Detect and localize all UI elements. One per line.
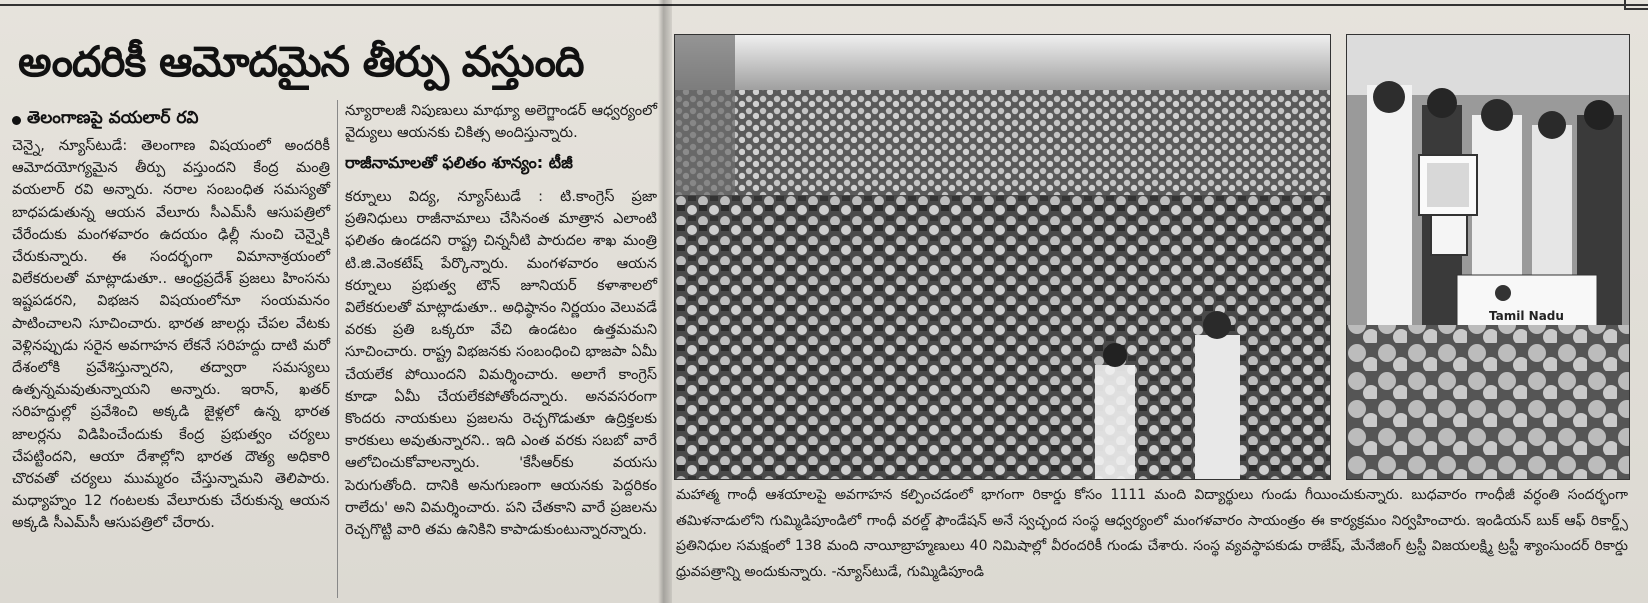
- article-column-1: [12, 135, 330, 535]
- page-fold-shadow: [658, 0, 672, 603]
- article-headline: అందరికీ ఆమోదమైన తీర్పు వస్తుంది: [18, 37, 584, 86]
- article-column-2: [345, 186, 657, 541]
- second-article-headline: రాజీనామాలతో ఫలితం శూన్యం: టీజీ: [345, 153, 573, 172]
- certificate-photo-graphic: [1347, 35, 1629, 479]
- photo-caption-text: మహాత్మ గాంధీ ఆశయాలపై అవగాహన కల్పించడంలో భాగంగా రికార్డు కోసం 1111 మంది విద్యార్థులు గుండు గీయించుకున్నారు. బుధవారం గాంధీజీ వర్ధంతి సందర్భంగా తమిళనాడులోని గుమ్మిడిపూండిలో గాంధీ వరల్డ్ ఫౌండేషన్ అనే స్వచ్ఛంద సంస్థ ఆధ్వర్యంలో మంగళవారం సాయంత్రం ఈ కార్యక్రమం నిర్వహించారు. ఇండియన్ బుక్ ఆఫ్ రికార్డ్స్ ప్రతినిధుల సమక్షంలో 138 మంది నాయీబ్రాహ్మణులు 40 నిమిషాల్లో వీరందరికీ గుండు చేశారు. సంస్థ వ్యవస్థాపకుడు రాజేష్, మేనేజింగ్ ట్రస్టీ విజయలక్ష్మి ట్రస్టీ శ్యాంసుందర్ రికార్డు ధ్రువపత్రాన్ని అందుకున్నారు. -న్యూస్‌టుడే, గుమ్మిడిపూండి: [676, 487, 1628, 580]
- photo-caption: [676, 483, 1628, 585]
- article-subhead: [12, 108, 199, 132]
- certificate-photo: [1346, 34, 1630, 480]
- column-divider: [337, 100, 338, 598]
- article-column-2-top: [345, 100, 657, 144]
- certificate-label: Tamil Nadu: [1489, 309, 1564, 323]
- bullet-icon: [12, 116, 21, 125]
- crowd-photo-graphic: [675, 35, 1330, 479]
- column-2-text: కర్నూలు విద్య, న్యూస్‌టుడే : టి.కాంగ్రెస్ ప్రజా ప్రతినిధులు రాజీనామాలు చేసినంత మాత్రాన ఎలాంటి ఫలితం ఉండదని రాష్ట్ర చిన్ననీటి పారుదల శాఖ మంత్రి టి.జి.వెంకటేష్ పేర్కొన్నారు. మంగళవారం ఆయన కర్నూలు ప్రభుత్వ టౌన్ జూనియర్ కళాశాలలో విలేకరులతో మాట్లాడుతూ.. అధిష్ఠానం నిర్ణయం వెలువడే వరకు ప్రతి ఒక్కరూ వేచి ఉండటం ఉత్తమమని సూచించారు. రాష్ట్ర విభజనకు సంబంధించి భాజపా ఏమీ చేయలేక పోయిందని విమర్శించారు. అలాగే కాంగ్రెస్ కూడా ఏమీ చేయలేకపోతోందన్నారు. అనవసరంగా కొందరు నాయకులు ప్రజలను రెచ్చగొడుతూ ఉద్రిక్తలకు కారకులు అవుతున్నారని.. ఇది ఎంత వరకు సబబో వారే ఆలోచించుకోవాలన్నారు. 'కేసీఆర్‌కు వయసు పెరుగుతోంది. దానికి అనుగుణంగా ఆయనకు పెద్దరికం రాలేదు' అని విమర్శించారు. పని చేతకాని వారే ప్రజలను రెచ్చగొట్టి వారి తమ ఉనికిని కాపాడుకుంటున్నారన్నారు.: [345, 189, 657, 539]
- subhead-text: తెలంగాణపై వయలార్ రవి: [27, 108, 199, 128]
- crowd-photo: [674, 34, 1331, 480]
- top-rule: [0, 4, 1648, 6]
- column-2-top-text: న్యూరాలజీ నిపుణులు మాథ్యూ అలెగ్జాండర్ ఆధ్వర్యంలో వైద్యులు ఆయనకు చికిత్స అందిస్తున్నారు.: [345, 103, 657, 142]
- column-1-text: చెన్నై, న్యూస్‌టుడే: తెలంగాణ విషయంలో అందరికీ ఆమోదయోగ్యమైన తీర్పు వస్తుందని కేంద్ర మంత్రి వయలార్ రవి అన్నారు. నరాల సంబంధిత సమస్యతో బాధపడుతున్న ఆయన వేలూరు సీఎమ్‌సీ ఆసుపత్రిలో చేరేందుకు మంగళవారం ఉదయం ఢిల్లీ నుంచి చెన్నైకి చేరుకున్నారు. ఈ సందర్భంగా విమానాశ్రయంలో విలేకరులతో మాట్లాడుతూ.. ఆంధ్రప్రదేశ్ ప్రజలు హింసను ఇష్టపడరని, విభజన విషయంలోనూ సంయమనం పాటించాలని సూచించారు. భారత జాలర్లు చేపల వేటకు వెళ్లినప్పుడు సరైన అవగాహన లేకనే సరిహద్దు దాటి మరో దేశంలోకి ప్రవేశిస్తున్నారని, తద్వారా సమస్యలు ఉత్పన్నమవుతున్నాయని అన్నారు. ఇరాన్, ఖతర్ సరిహద్దుల్లో ప్రవేశించి అక్కడి జైళ్లలో ఉన్న భారత జాలర్లను విడిపించేందుకు కేంద్ర ప్రభుత్వం చర్యలు చేపట్టిందని, ఆయా దేశాల్లోని భారత దౌత్య అధికారి చొరవతో చర్యలు ముమ్మరం చేస్తున్నామని తెలిపారు. మధ్యాహ్నం 12 గంటలకు వేలూరుకు చేరుకున్న ఆయన అక్కడి సీఎమ్‌సీ ఆసుపత్రిలో చేరారు.: [12, 138, 330, 532]
- corner-box: [1624, 0, 1648, 10]
